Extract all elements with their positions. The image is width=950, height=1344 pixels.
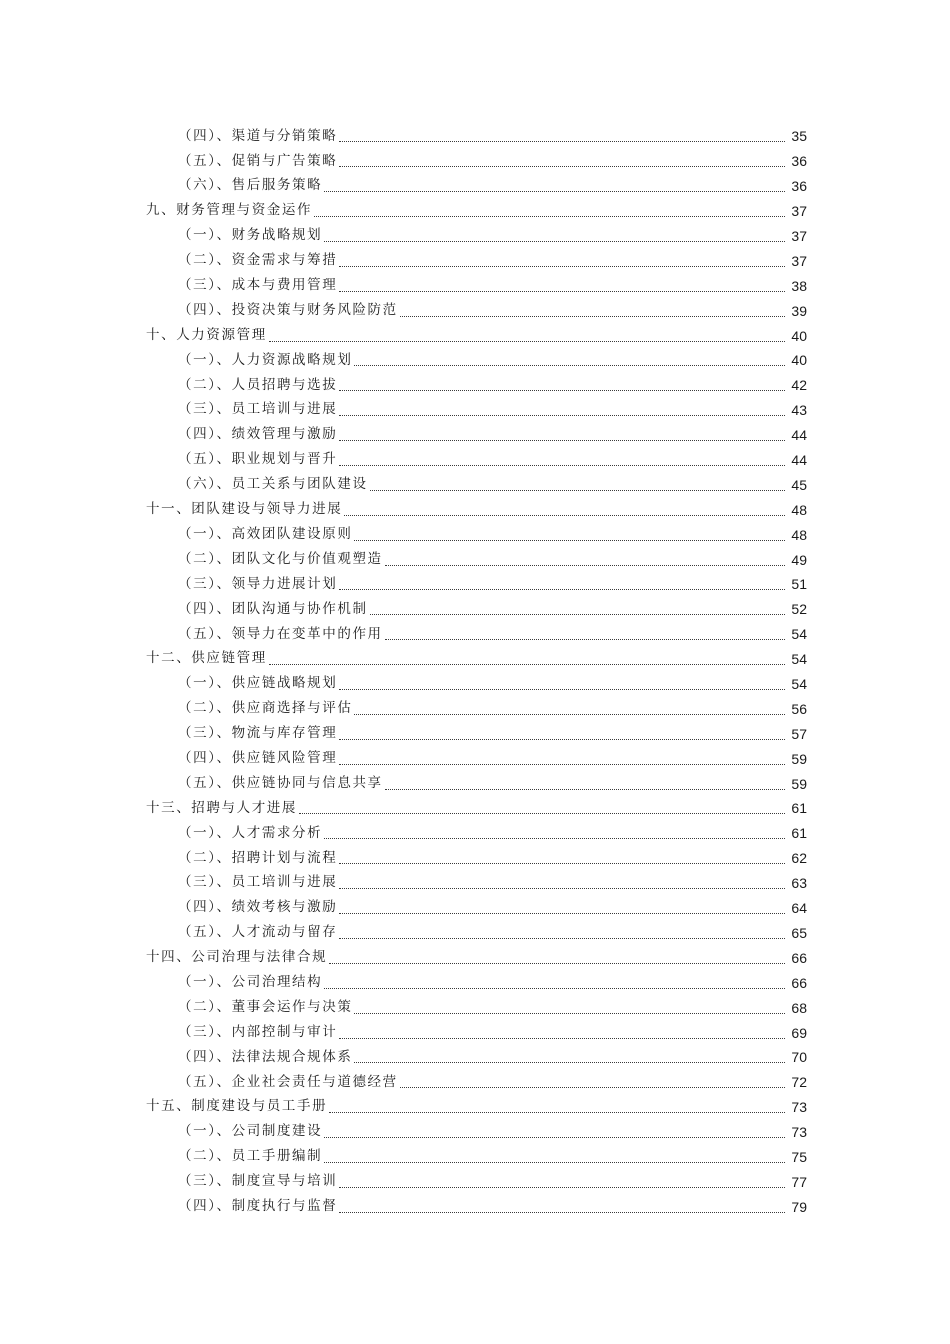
toc-section-entry[interactable] [0,522,950,547]
toc-page-number: 48 [791,526,807,543]
toc-dot-leader [339,1186,785,1188]
toc-entry-title: （六）、员工关系与团队建设 [178,476,368,493]
toc-chapter-entry[interactable] [0,796,950,821]
toc-section-entry[interactable] [0,995,950,1020]
toc-dot-leader [400,1086,785,1088]
toc-section-entry[interactable] [0,373,950,398]
toc-entry-title: （四）、绩效考核与激励 [178,899,338,916]
toc-chapter-entry[interactable] [0,323,950,348]
toc-dot-leader [324,1136,785,1138]
toc-section-entry[interactable] [0,721,950,746]
toc-page-number: 70 [791,1049,807,1066]
toc-page-number: 51 [791,576,807,593]
toc-entry-title: （五）、人才流动与留存 [178,924,338,941]
toc-page-number: 61 [791,825,807,842]
toc-entry-title: （五）、企业社会责任与道德经营 [178,1073,398,1090]
toc-page-number: 38 [791,277,807,294]
toc-page-number: 72 [791,1074,807,1091]
toc-section-entry[interactable] [0,472,950,497]
toc-dot-leader [324,987,785,989]
toc-section-entry[interactable] [0,622,950,647]
toc-entry-title: （五）、职业规划与晋升 [178,451,338,468]
toc-page-number: 52 [791,601,807,618]
toc-dot-leader [339,1037,785,1039]
toc-entry-title: （二）、团队文化与价值观塑造 [178,550,383,567]
toc-entry-title: 九、财务管理与资金运作 [146,202,313,219]
toc-page-number: 66 [791,974,807,991]
toc-dot-leader [299,812,785,814]
toc-page-number: 56 [791,700,807,717]
toc-entry-title: （四）、制度执行与监督 [178,1197,338,1214]
toc-section-entry[interactable] [0,224,950,249]
toc-section-entry[interactable] [0,273,950,298]
toc-entry-title: 十、人力资源管理 [146,326,267,343]
toc-dot-leader [385,788,785,790]
toc-entry-title: （三）、制度宣导与培训 [178,1173,338,1190]
toc-dot-leader [344,514,785,516]
toc-section-entry[interactable] [0,572,950,597]
toc-dot-leader [329,1111,785,1113]
toc-page-number: 54 [791,651,807,668]
toc-section-entry[interactable] [0,1020,950,1045]
toc-dot-leader [339,464,785,466]
toc-dot-leader [354,1012,785,1014]
toc-section-entry[interactable] [0,746,950,771]
toc-entry-title: （四）、绩效管理与激励 [178,426,338,443]
toc-entry-title: （一）、财务战略规划 [178,227,323,244]
toc-dot-leader [324,1161,785,1163]
toc-entry-title: （三）、员工培训与进展 [178,401,338,418]
toc-dot-leader [385,638,785,640]
toc-dot-leader [354,364,785,366]
toc-dot-leader [370,613,785,615]
toc-entry-title: （一）、人才需求分析 [178,824,323,841]
toc-section-entry[interactable] [0,1070,950,1095]
toc-section-entry[interactable] [0,398,950,423]
toc-dot-leader [385,564,785,566]
toc-dot-leader [314,215,785,217]
table-of-contents [0,124,950,1219]
toc-section-entry[interactable] [0,1194,950,1219]
toc-dot-leader [370,489,785,491]
toc-dot-leader [339,290,785,292]
toc-page-number: 73 [791,1099,807,1116]
toc-page-number: 48 [791,501,807,518]
toc-section-entry[interactable] [0,423,950,448]
toc-page-number: 39 [791,302,807,319]
toc-dot-leader [339,588,785,590]
toc-page-number: 59 [791,750,807,767]
toc-entry-title: （一）、公司治理结构 [178,973,323,990]
toc-section-entry[interactable] [0,547,950,572]
toc-page-number: 54 [791,626,807,643]
toc-page-number: 36 [791,153,807,170]
toc-dot-leader [324,190,785,192]
toc-page-number: 37 [791,228,807,244]
toc-dot-leader [269,340,785,342]
toc-entry-title: （一）、公司制度建设 [178,1123,323,1140]
toc-section-entry[interactable] [0,248,950,273]
toc-dot-leader [339,439,785,441]
toc-page-number: 77 [791,1173,807,1190]
toc-dot-leader [339,763,785,765]
toc-dot-leader [329,962,785,964]
toc-chapter-entry[interactable] [0,647,950,672]
toc-page-number: 65 [791,924,807,941]
toc-dot-leader [354,1061,785,1063]
toc-dot-leader [324,837,785,839]
toc-entry-title: 十二、供应链管理 [146,650,267,667]
toc-dot-leader [269,663,785,665]
toc-entry-title: （一）、供应链战略规划 [178,675,338,692]
toc-page-number: 35 [791,128,807,145]
toc-page-number: 44 [791,427,807,444]
toc-entry-title: （三）、内部控制与审计 [178,1023,338,1040]
toc-entry-title: （四）、投资决策与财务风险防范 [178,301,398,318]
toc-page-number: 63 [791,875,807,892]
toc-page-number: 43 [791,402,807,419]
toc-entry-title: （五）、供应链协同与信息共享 [178,774,383,791]
toc-chapter-entry[interactable] [0,199,950,224]
toc-page-number: 68 [791,999,807,1016]
toc-entry-title: （四）、法律法规合规体系 [178,1048,353,1065]
toc-section-entry[interactable] [0,771,950,796]
toc-section-entry[interactable] [0,846,950,871]
toc-entry-title: （三）、成本与费用管理 [178,277,338,294]
toc-page-number: 57 [791,725,807,742]
toc-dot-leader [324,240,785,242]
toc-entry-title: （四）、团队沟通与协作机制 [178,600,368,617]
toc-entry-title: （五）、领导力在变革中的作用 [178,625,383,642]
toc-page-number: 45 [791,476,807,493]
toc-section-entry[interactable] [0,1145,950,1170]
toc-dot-leader [339,389,785,391]
toc-section-entry[interactable] [0,896,950,921]
toc-page-number: 37 [791,252,807,269]
toc-page-number: 73 [791,1124,807,1141]
toc-page-number: 64 [791,900,807,917]
toc-page-number: 75 [791,1148,807,1165]
toc-page-number: 42 [791,377,807,394]
toc-chapter-entry[interactable] [0,1095,950,1120]
toc-entry-title: （二）、人员招聘与选拔 [178,376,338,393]
toc-entry-title: （三）、物流与库存管理 [178,725,338,742]
toc-section-entry[interactable] [0,696,950,721]
toc-dot-leader [339,140,785,142]
toc-page-number: 40 [791,327,807,344]
toc-page-number: 37 [791,203,807,220]
toc-chapter-entry[interactable] [0,945,950,970]
toc-dot-leader [400,315,785,317]
toc-entry-title: （二）、董事会运作与决策 [178,998,353,1015]
toc-dot-leader [339,887,785,889]
toc-page-number: 40 [791,352,807,369]
toc-page-number: 36 [791,178,807,195]
toc-entry-title: 十一、团队建设与领导力进展 [146,501,343,518]
toc-page-number: 69 [791,1024,807,1041]
toc-entry-title: （一）、高效团队建设原则 [178,525,353,542]
toc-entry-title: （五）、促销与广告策略 [178,152,338,169]
toc-dot-leader [354,539,785,541]
toc-section-entry[interactable] [0,1169,950,1194]
toc-section-entry[interactable] [0,1045,950,1070]
toc-section-entry[interactable] [0,970,950,995]
toc-page-number: 62 [791,850,807,867]
toc-dot-leader [339,862,785,864]
toc-entry-title: （三）、领导力进展计划 [178,575,338,592]
toc-page-number: 79 [791,1198,807,1215]
toc-entry-title: （一）、人力资源战略规划 [178,351,353,368]
toc-page-number: 44 [791,452,807,469]
toc-section-entry[interactable] [0,821,950,846]
toc-section-entry[interactable] [0,597,950,622]
toc-entry-title: （三）、员工培训与进展 [178,874,338,891]
toc-section-entry[interactable] [0,921,950,946]
toc-entry-title: （二）、资金需求与筹措 [178,252,338,269]
toc-entry-title: （四）、渠道与分销策略 [178,127,338,144]
toc-entry-title: （二）、招聘计划与流程 [178,849,338,866]
toc-section-entry[interactable] [0,1120,950,1145]
toc-entry-title: 十三、招聘与人才进展 [146,799,297,816]
toc-page-number: 66 [791,949,807,966]
toc-dot-leader [339,688,785,690]
toc-section-entry[interactable] [0,149,950,174]
toc-page-number: 59 [791,775,807,792]
toc-dot-leader [339,165,785,167]
toc-dot-leader [354,713,785,715]
toc-dot-leader [339,1211,785,1213]
toc-entry-title: （六）、售后服务策略 [178,177,323,194]
toc-dot-leader [339,937,785,939]
toc-section-entry[interactable] [0,348,950,373]
toc-page-number: 54 [791,676,807,693]
toc-entry-title: （二）、供应商选择与评估 [178,700,353,717]
toc-entry-title: 十五、制度建设与员工手册 [146,1098,328,1115]
toc-section-entry[interactable] [0,124,950,149]
toc-section-entry[interactable] [0,672,950,697]
toc-chapter-entry[interactable] [0,497,950,522]
toc-page-number: 61 [791,800,807,817]
toc-entry-title: 十四、公司治理与法律合规 [146,949,328,966]
toc-dot-leader [339,912,785,914]
toc-entry-title: （二）、员工手册编制 [178,1148,323,1165]
toc-section-entry[interactable] [0,298,950,323]
toc-dot-leader [339,265,785,267]
toc-dot-leader [339,738,785,740]
toc-section-entry[interactable] [0,174,950,199]
toc-entry-title: （四）、供应链风险管理 [178,749,338,766]
toc-page-number: 49 [791,551,807,568]
toc-section-entry[interactable] [0,448,950,473]
toc-section-entry[interactable] [0,871,950,896]
toc-dot-leader [339,414,785,416]
